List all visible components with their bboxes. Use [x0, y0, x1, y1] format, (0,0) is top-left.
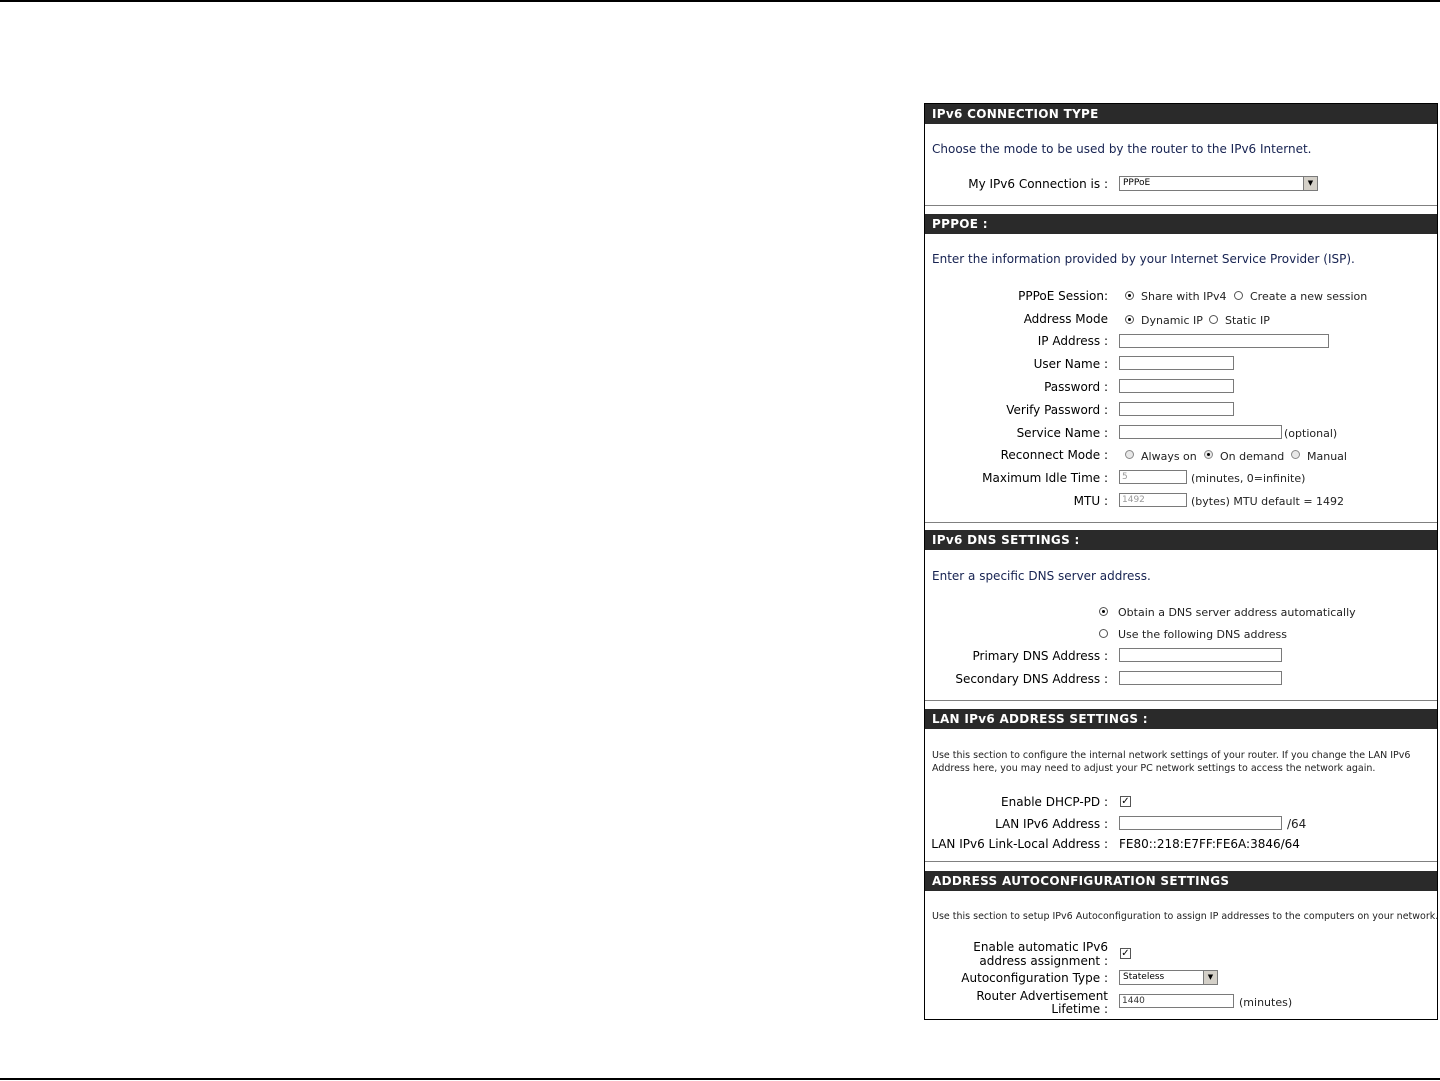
enable-autoconfig-label-line1: Enable automatic IPv6: [973, 940, 1108, 954]
autoconfig-type-select[interactable]: [1119, 970, 1218, 985]
link-local-value: FE80::218:E7FF:FE6A:3846/64: [1119, 837, 1300, 851]
lifetime-input[interactable]: 1440: [1119, 994, 1234, 1008]
lifetime-note: (minutes): [1239, 996, 1293, 1009]
enable-autoconfig-checkbox[interactable]: ✓: [1121, 948, 1130, 959]
dns-auto-radio[interactable]: [1099, 607, 1108, 616]
connection-type-header: IPv6 CONNECTION TYPE: [925, 104, 1437, 124]
user-name-input[interactable]: [1119, 356, 1234, 370]
primary-dns-input[interactable]: [1119, 648, 1282, 662]
reconnect-manual-radio[interactable]: [1291, 450, 1300, 459]
ip-address-input[interactable]: [1119, 334, 1329, 348]
dns-manual-radio[interactable]: [1099, 629, 1108, 638]
lifetime-label-line2: Lifetime :: [1051, 1002, 1108, 1016]
pppoe-header: PPPOE :: [925, 214, 1437, 234]
address-static-label: Static IP: [1225, 314, 1270, 327]
my-connection-select[interactable]: [1119, 176, 1318, 191]
reconnect-always-label: Always on: [1141, 450, 1197, 463]
service-name-label: Service Name :: [1016, 426, 1108, 440]
verify-password-label: Verify Password :: [1006, 403, 1108, 417]
reconnect-ondemand-radio[interactable]: [1204, 450, 1213, 459]
autoconfig-header: ADDRESS AUTOCONFIGURATION SETTINGS: [925, 871, 1437, 891]
idle-time-input[interactable]: 5: [1119, 470, 1187, 484]
dns-manual-label: Use the following DNS address: [1118, 628, 1287, 641]
lan-header: LAN IPv6 ADDRESS SETTINGS :: [925, 709, 1437, 729]
bottom-rule: [0, 1078, 1440, 1080]
mtu-input[interactable]: 1492: [1119, 493, 1187, 507]
session-share-radio[interactable]: [1125, 291, 1134, 300]
dns-header: IPv6 DNS SETTINGS :: [925, 530, 1437, 550]
pppoe-session-label: PPPoE Session:: [1018, 289, 1108, 303]
address-mode-label: Address Mode: [1023, 312, 1108, 326]
session-share-label: Share with IPv4: [1141, 290, 1227, 303]
lan-note-line2: Address here, you may need to adjust your PC network settings to access the network again.: [932, 763, 1376, 774]
autoconfig-note: Use this section to setup IPv6 Autoconfiguration to assign IP addresses to the computers on your network.: [932, 911, 1439, 922]
address-dynamic-label: Dynamic IP: [1141, 314, 1203, 327]
chevron-down-icon: ▼: [1303, 177, 1317, 190]
ip-address-label: IP Address :: [1037, 334, 1108, 348]
address-dynamic-radio[interactable]: [1125, 315, 1134, 324]
section-divider: [925, 700, 1437, 701]
pppoe-intro: Enter the information provided by your Internet Service Provider (ISP).: [932, 252, 1355, 266]
secondary-dns-input[interactable]: [1119, 671, 1282, 685]
mtu-note: (bytes) MTU default = 1492: [1191, 495, 1345, 508]
autoconfig-type-value: Stateless: [1123, 972, 1165, 982]
address-static-radio[interactable]: [1209, 315, 1218, 324]
service-name-note: (optional): [1284, 427, 1338, 440]
reconnect-mode-label: Reconnect Mode :: [1000, 448, 1108, 462]
section-divider: [925, 861, 1437, 862]
lan-ipv6-address-label: LAN IPv6 Address :: [995, 817, 1108, 831]
link-local-label: LAN IPv6 Link-Local Address :: [931, 837, 1108, 851]
ipv6-settings-panel: [924, 103, 1438, 1020]
dhcp-pd-checkbox[interactable]: ✓: [1121, 796, 1130, 807]
reconnect-always-radio[interactable]: [1125, 450, 1134, 459]
user-name-label: User Name :: [1033, 357, 1108, 371]
secondary-dns-label: Secondary DNS Address :: [955, 672, 1108, 686]
password-input[interactable]: [1119, 379, 1234, 393]
mtu-label: MTU :: [1073, 494, 1108, 508]
my-connection-value: PPPoE: [1123, 178, 1151, 188]
password-label: Password :: [1044, 380, 1108, 394]
chevron-down-icon: ▼: [1203, 971, 1217, 984]
enable-autoconfig-label-line2: address assignment :: [979, 954, 1108, 968]
section-divider: [925, 522, 1437, 523]
lifetime-label-line1: Router Advertisement: [976, 989, 1108, 1003]
verify-password-input[interactable]: [1119, 402, 1234, 416]
reconnect-manual-label: Manual: [1307, 450, 1347, 463]
autoconfig-type-label: Autoconfiguration Type :: [961, 971, 1108, 985]
lan-ipv6-prefix-suffix: /64: [1287, 817, 1307, 831]
section-divider: [925, 205, 1437, 206]
dns-auto-label: Obtain a DNS server address automatically: [1118, 606, 1356, 619]
idle-time-label: Maximum Idle Time :: [982, 471, 1108, 485]
session-new-label: Create a new session: [1250, 290, 1368, 303]
reconnect-ondemand-label: On demand: [1220, 450, 1285, 463]
lan-ipv6-address-input[interactable]: [1119, 816, 1282, 830]
dns-intro: Enter a specific DNS server address.: [932, 569, 1151, 583]
my-connection-label: My IPv6 Connection is :: [968, 177, 1108, 191]
idle-time-note: (minutes, 0=infinite): [1191, 472, 1306, 485]
dhcp-pd-label: Enable DHCP-PD :: [1001, 795, 1108, 809]
top-rule: [0, 0, 1440, 2]
session-new-radio[interactable]: [1234, 291, 1243, 300]
primary-dns-label: Primary DNS Address :: [972, 649, 1108, 663]
service-name-input[interactable]: [1119, 425, 1282, 439]
lan-note-line1: Use this section to configure the internal network settings of your router. If you change the LAN IPv6: [932, 750, 1411, 761]
connection-type-intro: Choose the mode to be used by the router to the IPv6 Internet.: [932, 142, 1312, 156]
